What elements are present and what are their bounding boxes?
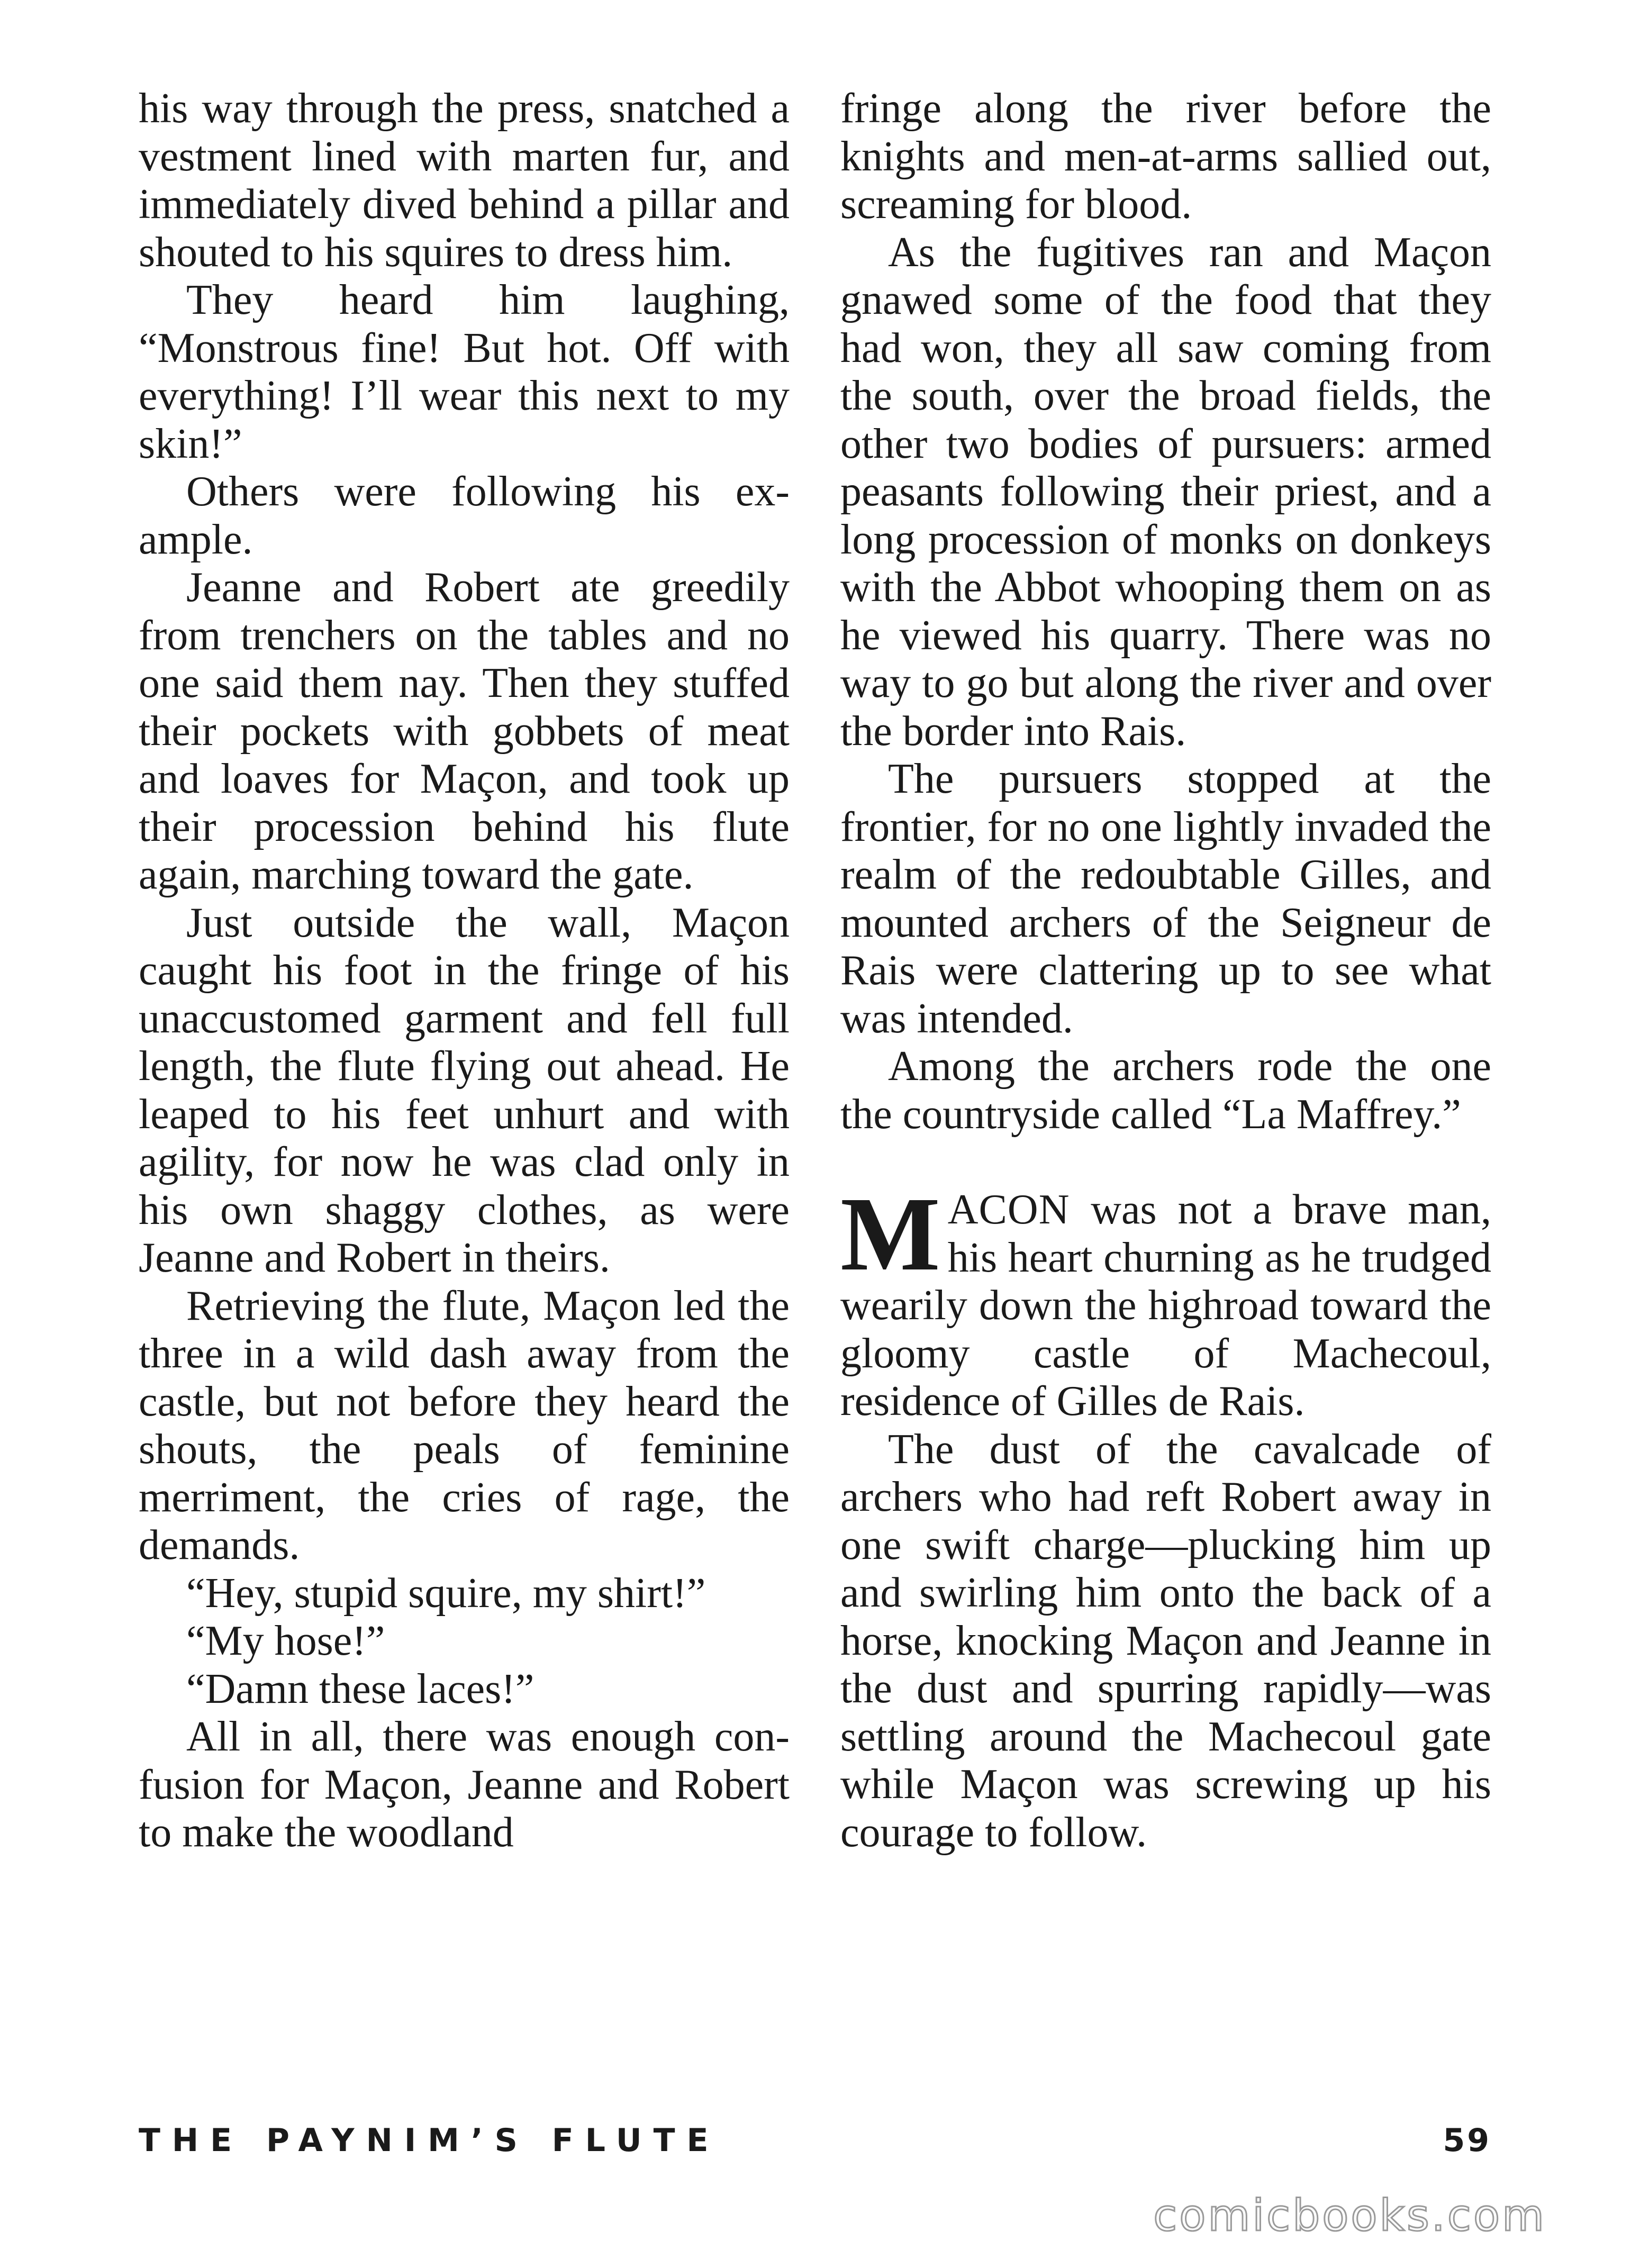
section-opening-paragraph xyxy=(840,1176,1491,1426)
watermark: comicbooks.com xyxy=(1153,2191,1546,2241)
dialogue-line: “Damn these laces!” xyxy=(186,1665,534,1712)
paragraph: Retrieving the flute, Maçon led the three in a wild dash away from the castle, but not before they heard the shouts, the peals of feminine merriment, the cries of rage, the demands. xyxy=(139,1282,790,1568)
paragraph-continued: his way through the press, snatched a vestment lined with marten fur, and immediately dived behind a pillar and shouted to his squires to dress him. xyxy=(139,85,790,276)
paragraph: The dust of the cavalcade of archers who had reft Robert away in one swift charge—plucking him up and swirling him onto the back of a horse, knocking Maçon and Jeanne in the dust and spurring rapidly—was settling around the Machecoul gate while Maçon was screwing up his courage to follow. xyxy=(840,1426,1491,1856)
paragraph: The pursuers stopped at the frontier, for no one lightly invaded the realm of the redoubtable Gilles, and mounted archers of the Seigneur de Rais were clattering up to see what was intended. xyxy=(840,756,1491,1042)
opening-text: was not a brave man, his heart churning as he trudged wearily down the highroad toward the gloomy castle of Machecoul, residence of Gilles de Rais. xyxy=(840,1186,1491,1425)
right-text-column xyxy=(840,85,1491,1856)
running-title: THE PAYNIM’S FLUTE xyxy=(139,2122,720,2159)
page-footer xyxy=(139,2122,1491,2164)
paragraph: They heard him laughing, “Monstrous fine! But hot. Off with everything! I’ll wear this next to my skin!” xyxy=(139,277,790,467)
dialogue-line: “My hose!” xyxy=(186,1618,385,1664)
paragraph: Among the archers rode the one the countryside called “La Maffrey.” xyxy=(840,1043,1491,1138)
paragraph: As the fugitives ran and Maçon gnawed some of the food that they had won, they all saw coming from the south, over the broad fields, the other two bodies of pursuers: armed peasants following their priest, and a long procession of monks on donkeys with the Abbot whooping them on as he viewed his quarry. There was no way to go but along the river and over the border into Rais. xyxy=(840,229,1491,755)
left-text-column xyxy=(139,85,790,1857)
paragraph: Others were following his example. xyxy=(139,468,790,563)
paragraph: All in all, there was enough confusion for Maçon, Jeanne and Robert to make the woodland xyxy=(139,1713,790,1856)
page-number: 59 xyxy=(1443,2122,1491,2159)
lead-in-caps: ACON xyxy=(947,1186,1070,1233)
drop-cap: M xyxy=(840,1176,940,1293)
paragraph: Jeanne and Robert ate greedily from trenchers on the tables and no one said them nay. Then they stuffed their pockets with gobbets of meat and loaves for Maçon, and took up their procession behind his flute again, marching toward the gate. xyxy=(139,564,790,898)
paragraph: Just outside the wall, Maçon caught his foot in the fringe of his unaccustomed garment and fell full length, the flute flying out ahead. He leaped to his feet unhurt and with agility, for now he was clad only in his own shaggy clothes, as were Jeanne and Robert in theirs. xyxy=(139,899,790,1281)
dialogue-line: “Hey, stupid squire, my shirt!” xyxy=(186,1570,706,1617)
paragraph-continued: fringe along the river before the knights and men-at-arms sallied out, screaming for blood. xyxy=(840,85,1491,228)
